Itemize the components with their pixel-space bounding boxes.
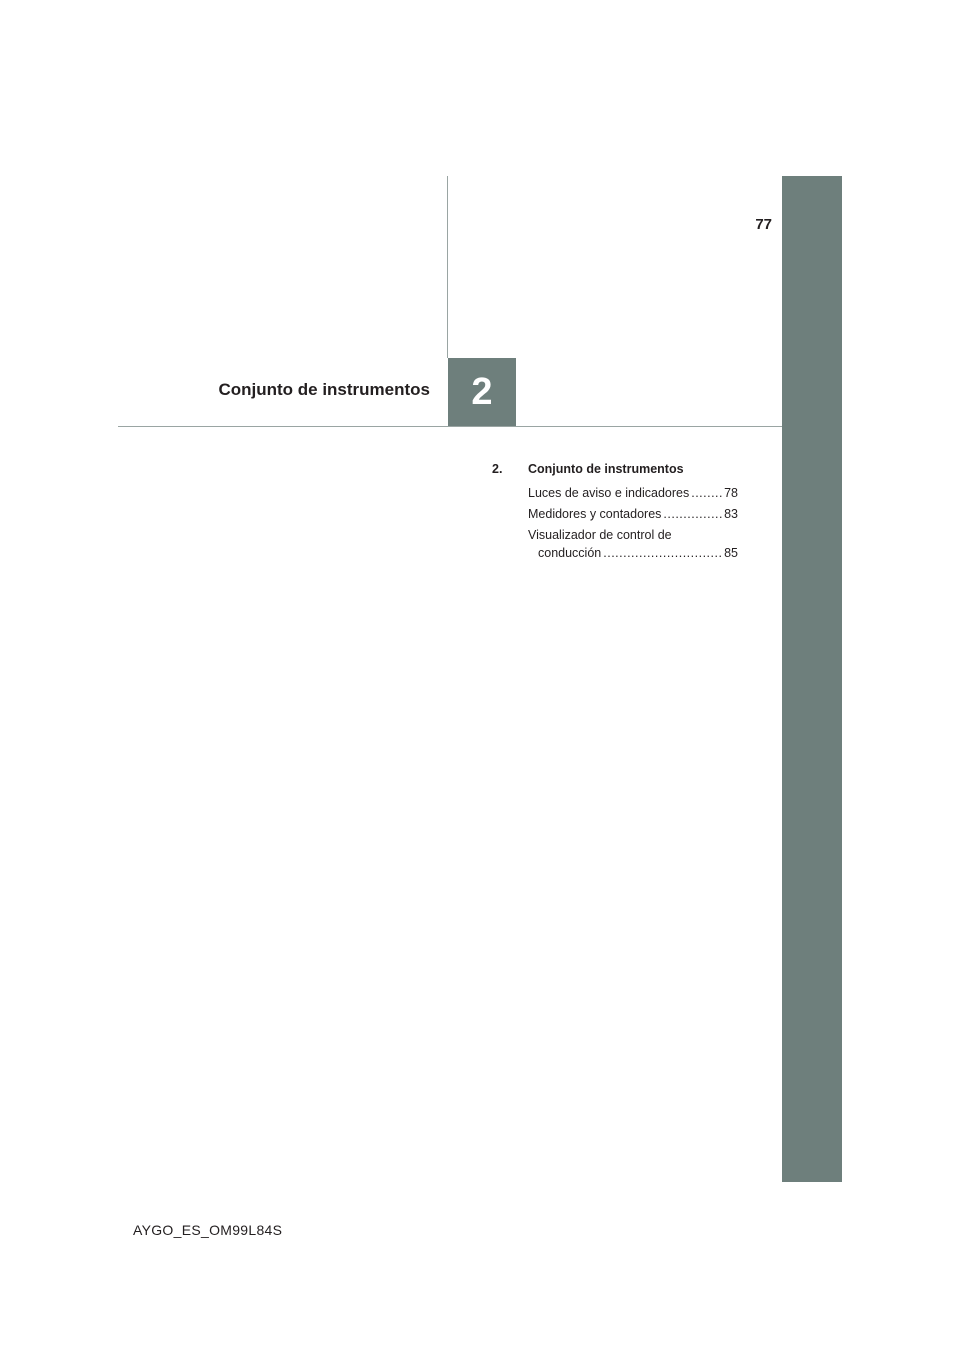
toc-entry-label: Luces de aviso e indicadores	[528, 486, 690, 500]
toc-entry[interactable]	[528, 505, 738, 523]
page-number: 77	[755, 216, 772, 233]
toc-leader-dots	[691, 484, 722, 502]
toc-entry-label-line2: conducción	[538, 546, 602, 560]
toc-leader-dots	[603, 544, 722, 562]
toc-entry-page: 78	[724, 486, 738, 500]
horizontal-divider	[118, 426, 782, 427]
toc-section-number: 2.	[492, 462, 503, 476]
table-of-contents	[492, 460, 738, 565]
toc-entry[interactable]	[528, 484, 738, 502]
chapter-number-box	[448, 358, 516, 426]
vertical-divider	[447, 176, 448, 358]
footer-document-code: AYGO_ES_OM99L84S	[133, 1222, 283, 1238]
toc-section-title: Conjunto de instrumentos	[528, 462, 684, 476]
toc-entry-line2	[528, 544, 738, 562]
chapter-number: 2	[471, 370, 493, 413]
chapter-side-band	[782, 176, 842, 1182]
toc-entries	[528, 484, 738, 562]
toc-entry-page: 83	[724, 507, 738, 521]
toc-entry[interactable]	[528, 526, 738, 562]
toc-section-heading	[492, 460, 738, 478]
chapter-title: Conjunto de instrumentos	[218, 380, 430, 399]
toc-entry-label-line1: Visualizador de control de	[528, 528, 672, 542]
toc-leader-dots	[663, 505, 722, 523]
toc-entry-page: 85	[724, 546, 738, 560]
toc-entry-label: Medidores y contadores	[528, 507, 662, 521]
